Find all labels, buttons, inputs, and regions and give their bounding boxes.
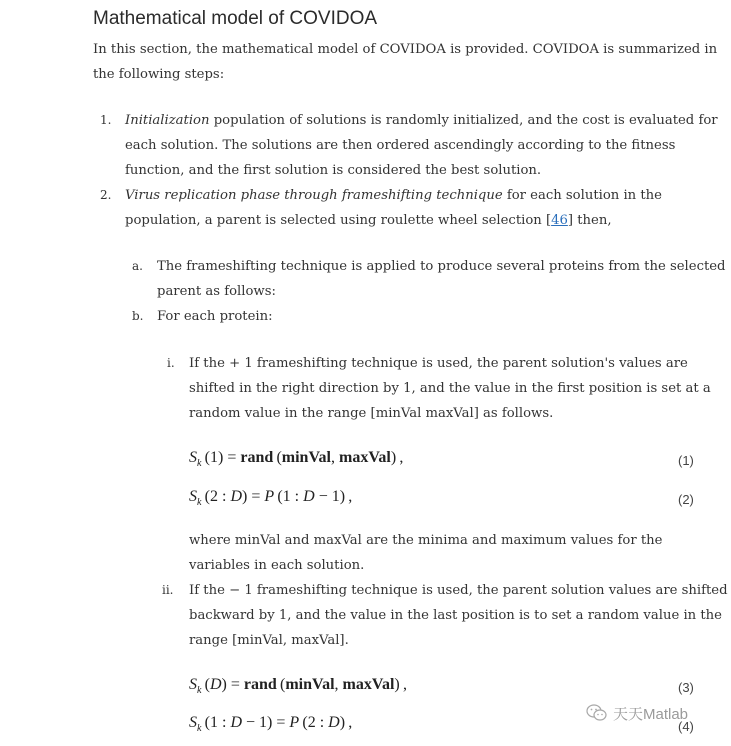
step-1-line-1 [125,108,718,133]
substep-a-line-1: The frameshifting technique is applied to produce several proteins from the selected [157,259,726,274]
substep-a-line-2: parent as follows: [157,284,276,299]
step-1-marker: 1. [100,113,112,127]
step-2-line-2-post: ] then, [567,213,612,228]
step-1-line-1-text: population of solutions is randomly initialized, and the cost is evaluated for [209,113,718,128]
intro-line-1: In this section, the mathematical model of COVIDOA is provided. COVIDOA is summarized in [93,42,718,57]
step-2-line-1-text: for each solution in the [502,188,662,203]
intro-line-2: the following steps: [93,67,225,82]
step-1-line-3: function, and the first solution is considered the best solution. [125,163,542,178]
roman-ii-line-1: If the − 1 frameshifting technique is used, the parent solution values are shifted [189,583,728,598]
section-heading: Mathematical model of COVIDOA [93,8,378,29]
watermark-text: 天天Matlab [613,706,689,723]
step-2-line-1 [125,183,662,208]
equation-1: $S_k$ (1) = rand (minVal, maxVal) , [189,449,404,470]
equation-2-number: (2) [678,492,694,507]
equation-3-number: (3) [678,680,694,695]
roman-i-line-2: shifted in the right direction by 1, and the value in the first position is set at a [189,381,711,396]
reference-link-46[interactable]: 46 [551,213,568,228]
roman-ii-marker: ii. [162,583,174,597]
equation-3: $S_k$ (D) = rand (minVal, maxVal) , [189,676,407,697]
roman-ii-line-2: backward by 1, and the value in the last position is to set a random value in the [189,608,722,623]
roman-i-after-line-1: where minVal and maxVal are the minima and maximum values for the [189,533,663,548]
roman-i-marker: i. [167,356,175,370]
substep-b-line-1: For each protein: [157,309,273,324]
step-2-italic-lead: Virus replication phase through frameshifting technique [125,188,503,203]
roman-ii-line-3: range [minVal, maxVal]. [189,633,349,648]
step-2-line-2-pre: population, a parent is selected using roulette wheel selection [ [125,213,552,228]
equation-4: $S_k$ (1 : D − 1) = P (2 : D) , [189,714,353,735]
step-2-line-2 [125,208,612,233]
substep-a-marker: a. [132,259,143,273]
equation-1-number: (1) [678,453,694,468]
roman-i-after-line-2: variables in each solution. [189,558,365,573]
substep-b-marker: b. [132,309,144,323]
step-2-marker: 2. [100,188,112,202]
wechat-logo-icon [586,703,608,723]
equation-2: $S_k$ (2 : D) = P (1 : D − 1) , [189,488,353,509]
step-1-italic-lead: Initialization [125,113,210,128]
step-1-line-2: each solution. The solutions are then ordered ascendingly according to the fitness [125,138,676,153]
roman-i-line-1: If the + 1 frameshifting technique is used, the parent solution's values are [189,356,688,371]
equation-4-number: (4) [678,719,694,734]
roman-i-line-3: random value in the range [minVal maxVal] as follows. [189,406,554,421]
